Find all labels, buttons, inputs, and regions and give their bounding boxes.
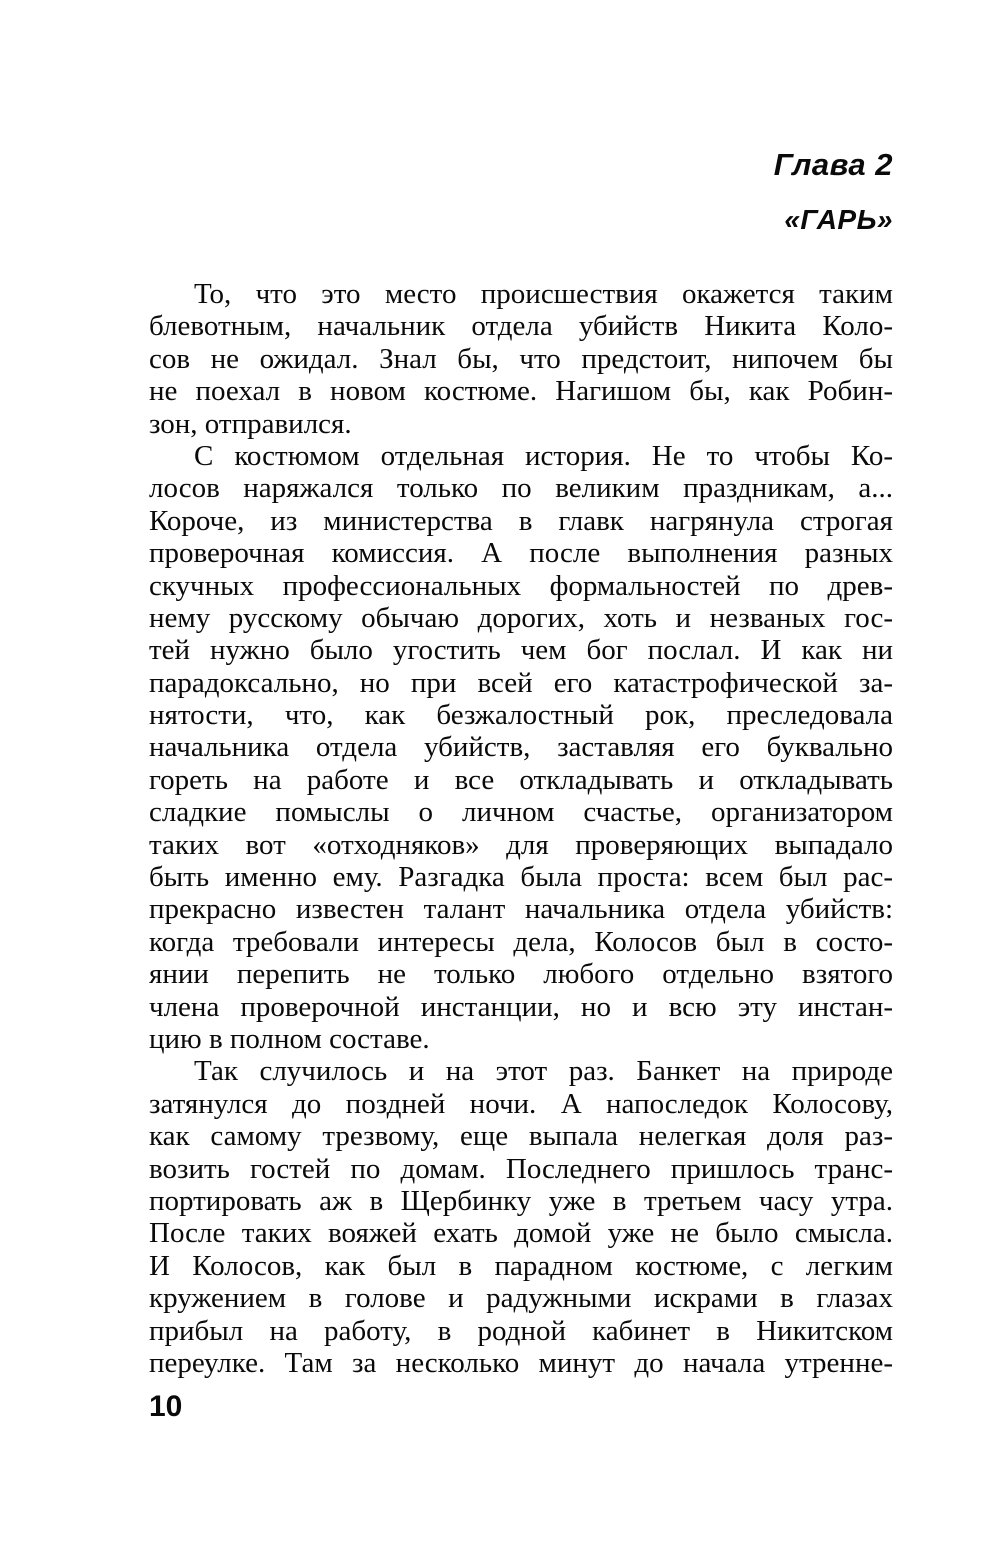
text-line: И Колосов, как был в парадном костюме, с легким [149, 1249, 893, 1282]
text-line: прибыл на работу, в родной кабинет в Никитском [149, 1314, 893, 1347]
text-line: не поехал в новом костюме. Нагишом бы, как Робин- [149, 375, 893, 408]
paragraph [149, 278, 893, 440]
text-line: таких вот «отходняков» для проверяющих выпадало [149, 828, 893, 861]
page-body [149, 278, 893, 1379]
text-line: когда требовали интересы дела, Колосов был в состо- [149, 925, 893, 958]
text-line: цию в полном составе. [149, 1022, 430, 1055]
text-line: сладкие помыслы о личном счастье, организатором [149, 796, 893, 829]
text-line: возить гостей по домам. Последнего пришлось транс- [149, 1152, 893, 1185]
text-line: сов не ожидал. Знал бы, что предстоит, нипочем бы [149, 342, 893, 375]
paragraph [149, 440, 893, 1055]
text-line: лосов наряжался только по великим праздникам, а... [149, 472, 893, 505]
chapter-title: «ГАРЬ» [784, 204, 893, 235]
text-line: кружением в голове и радужными искрами в глазах [149, 1282, 893, 1315]
text-line: члена проверочной инстанции, но и всю эту инстан- [149, 990, 893, 1023]
text-line: быть именно ему. Разгадка была проста: всем был рас- [149, 861, 893, 894]
text-line: проверочная комиссия. А после выполнения разных [149, 537, 893, 570]
text-line: начальника отдела убийств, заставляя его буквально [149, 731, 893, 764]
text-line: С костюмом отдельная история. Не то чтобы Ко- [194, 439, 893, 472]
chapter-heading: Глава 2 [773, 147, 893, 182]
text-line: янии перепить не только любого отдельно взятого [149, 958, 893, 991]
text-line: То, что это место происшествия окажется таким [194, 278, 893, 310]
text-line: зон, отправился. [149, 407, 352, 440]
page-number: 10 [149, 1390, 183, 1423]
text-line: После таких вояжей ехать домой уже не было смысла. [149, 1217, 893, 1250]
text-line: Так случилось и на этот раз. Банкет на природе [194, 1055, 893, 1088]
text-line: парадоксально, но при всей его катастрофической за- [149, 666, 893, 699]
text-line: Короче, из министерства в главк нагрянула строгая [149, 504, 893, 537]
text-column [149, 0, 893, 1379]
text-line: скучных профессиональных формальностей по древ- [149, 569, 893, 602]
text-line: переулке. Там за несколько минут до начала утренне- [149, 1346, 893, 1379]
text-line: гореть на работе и все откладывать и откладывать [149, 763, 893, 796]
paragraph [149, 1055, 893, 1379]
text-line: нятости, что, как безжалостный рок, преследовала [149, 699, 893, 732]
text-line: как самому трезвому, еще выпала нелегкая доля раз- [149, 1120, 893, 1153]
text-line: прекрасно известен талант начальника отдела убийств: [149, 893, 893, 926]
text-line: блевотным, начальник отдела убийств Никита Коло- [149, 310, 893, 343]
text-line: тей нужно было угостить чем бог послал. И как ни [149, 634, 893, 667]
text-line: затянулся до поздней ночи. А напоследок Колосову, [149, 1087, 893, 1120]
text-line: нему русскому обычаю дорогих, хоть и незваных гос- [149, 601, 893, 634]
text-line: портировать аж в Щербинку уже в третьем часу утра. [149, 1184, 893, 1217]
